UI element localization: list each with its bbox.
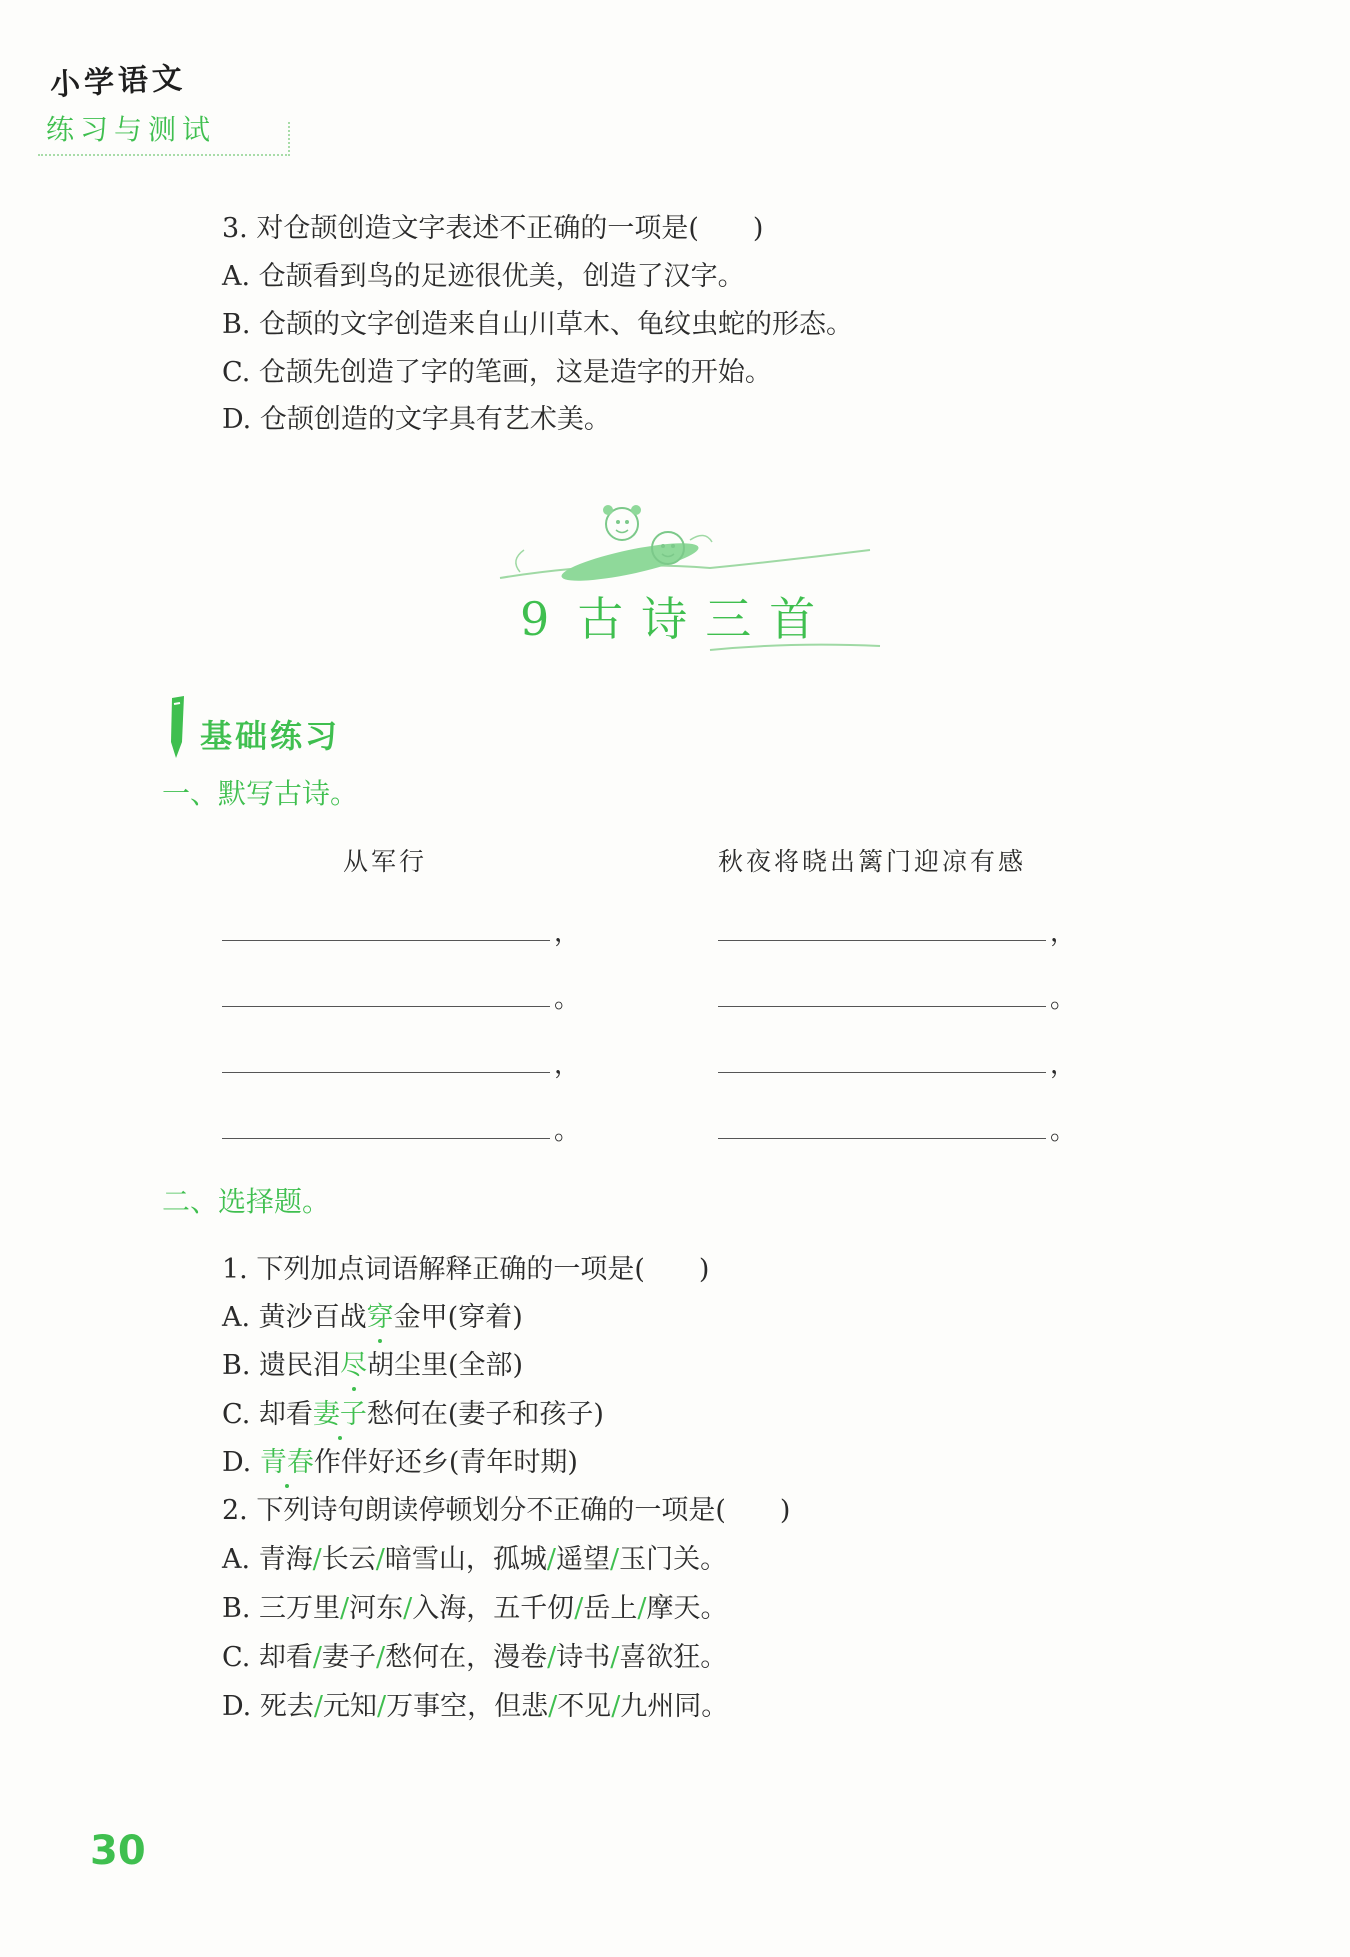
dotted-word: 尽: [340, 1350, 368, 1381]
q2-option-a: A. 青海/长云/暗雪山，孤城/遥望/玉门关。: [222, 1544, 728, 1575]
q2-option-c: C. 却看/妻子/愁何在，漫卷/诗书/喜欲狂。: [222, 1642, 728, 1673]
answer-blank[interactable]: [718, 940, 1046, 941]
chapter-number: 9: [520, 592, 550, 646]
blank-punct: ，: [554, 1050, 581, 1080]
blank-punct: 。: [1050, 1116, 1077, 1146]
dotted-word: 青春: [259, 1447, 314, 1478]
page-number: 30: [90, 1828, 146, 1874]
q1-option-b: B. 遗民泪尽胡尘里(全部): [222, 1350, 524, 1381]
answer-blank[interactable]: [222, 1006, 550, 1007]
answer-blank[interactable]: [222, 1072, 550, 1073]
question-stem: 3. 对仓颉创造文字表述不正确的一项是( ): [222, 213, 764, 244]
answer-blank[interactable]: [222, 1138, 550, 1139]
blank-punct: 。: [554, 984, 581, 1014]
option-b: B. 仓颉的文字创造来自山川草木、龟纹虫蛇的形态。: [222, 309, 854, 340]
dotted-word: 穿: [366, 1302, 394, 1333]
answer-blank[interactable]: [222, 940, 550, 941]
option-d: D. 仓颉创造的文字具有艺术美。: [222, 404, 611, 435]
answer-blank[interactable]: [718, 1072, 1046, 1073]
header-dotted-frame: [38, 122, 290, 156]
blank-punct: ，: [1050, 1050, 1077, 1080]
chapter-name: 古诗三首: [577, 592, 834, 646]
blank-punct: 。: [1050, 984, 1077, 1014]
pencil-icon: [162, 694, 192, 764]
option-a: A. 仓颉看到鸟的足迹很优美，创造了汉字。: [222, 261, 745, 292]
chapter-title: [520, 583, 833, 649]
q2-stem: 2. 下列诗句朗读停顿划分不正确的一项是( ): [222, 1495, 791, 1526]
answer-blank[interactable]: [718, 1138, 1046, 1139]
part1-heading: 一、默写古诗。: [162, 777, 359, 810]
header-dotted-line: [38, 154, 290, 156]
q1-option-c: C. 却看妻子愁何在(妻子和孩子): [222, 1399, 604, 1430]
dotted-word: 妻子: [312, 1399, 367, 1430]
blank-punct: 。: [554, 1116, 581, 1146]
q2-option-b: B. 三万里/河东/入海，五千仞/岳上/摩天。: [222, 1593, 728, 1624]
part2-heading: 二、选择题。: [162, 1185, 331, 1218]
book-subtitle: 练习与测试: [46, 113, 217, 146]
section-heading: 基础练习: [200, 717, 341, 755]
poem-title-left: 从军行: [343, 847, 428, 876]
blank-punct: ，: [554, 918, 581, 948]
book-title: 小学语文: [49, 60, 187, 103]
blank-punct: ，: [1050, 918, 1077, 948]
option-c: C. 仓颉先创造了字的笔画，这是造字的开始。: [222, 357, 772, 388]
q1-stem: 1. 下列加点词语解释正确的一项是( ): [222, 1254, 710, 1285]
q2-option-d: D. 死去/元知/万事空，但悲/不见/九州同。: [222, 1691, 729, 1722]
q1-option-d: D. 青春作伴好还乡(青年时期): [222, 1447, 578, 1478]
answer-blank[interactable]: [718, 1006, 1046, 1007]
q1-option-a: A. 黄沙百战穿金甲(穿着): [222, 1302, 523, 1333]
poem-title-right: 秋夜将晓出篱门迎凉有感: [718, 847, 1027, 876]
